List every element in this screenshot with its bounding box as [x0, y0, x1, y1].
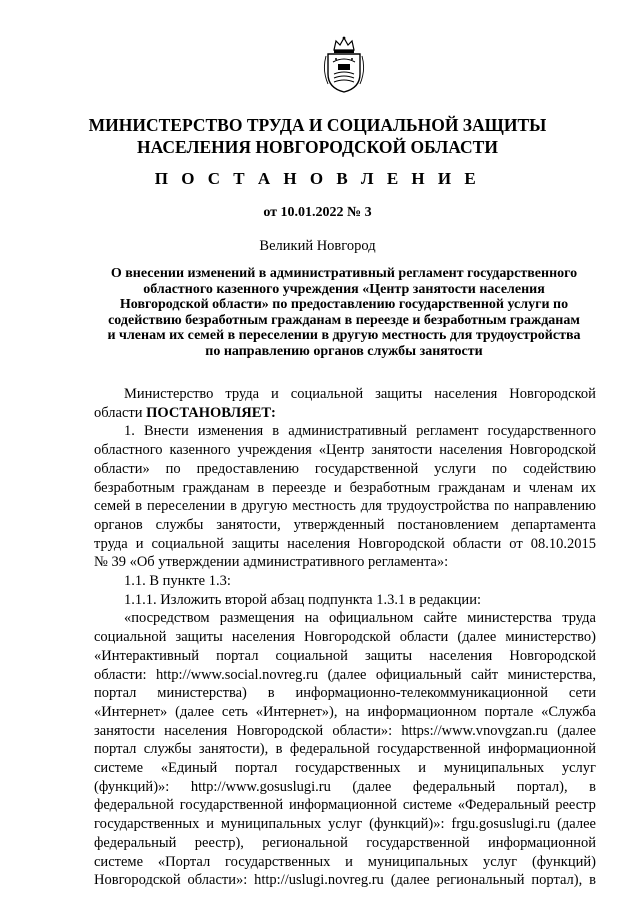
word: защиты	[364, 647, 413, 664]
word: населения	[164, 722, 228, 739]
word: (далее	[390, 872, 430, 889]
word: (функций)»:	[94, 778, 170, 795]
word: социальной	[290, 386, 364, 402]
body-line	[94, 703, 596, 722]
word: «Служба	[541, 703, 596, 720]
body-line	[94, 740, 596, 759]
resolves-keyword: ПОСТАНОВЛЯЕТ:	[146, 404, 276, 421]
word: государственных	[295, 760, 401, 777]
word: для	[360, 498, 382, 515]
word: местность	[292, 498, 356, 515]
word: Новгородской	[509, 386, 596, 402]
word: услуг	[328, 816, 363, 833]
word: портал	[94, 741, 137, 758]
word: информационной	[487, 834, 596, 851]
word: их	[580, 479, 596, 496]
word: http://uslugi.novreg.ru	[254, 872, 384, 889]
word: защиты	[375, 386, 423, 402]
subject-line: по направлению органов службы занятости	[205, 343, 483, 359]
word: и	[345, 853, 353, 870]
body-line	[94, 834, 596, 853]
word: (далее	[557, 816, 596, 833]
word: защиты	[231, 535, 280, 552]
word: по	[165, 460, 181, 477]
word: в	[230, 498, 237, 515]
word: членам	[528, 479, 574, 496]
subject-line: Новгородской области» по предоставлению государственной услуги по	[119, 297, 569, 312]
word: регламент	[416, 423, 479, 440]
body-line	[94, 722, 596, 741]
word: государственной	[377, 741, 481, 758]
word: и	[135, 535, 144, 552]
word: услуг	[482, 853, 518, 870]
body-line: 1.1. В пункте 1.3:	[124, 573, 231, 590]
word: Новгородской	[236, 722, 324, 739]
word: «Портал	[157, 853, 211, 870]
word: по	[493, 498, 509, 515]
word: в	[267, 685, 275, 702]
word: на	[345, 703, 360, 720]
word: портале	[484, 703, 534, 720]
word: и	[271, 386, 279, 402]
word: frgu.gosuslugi.ru	[451, 816, 551, 833]
word: государственной	[314, 460, 419, 477]
word: информационной	[487, 741, 596, 758]
decree-date-number: от 10.01.2022 № 3	[263, 205, 372, 220]
word: официальный	[375, 666, 462, 683]
word: информационно-телекоммуникационной	[295, 685, 548, 702]
word: населения	[439, 442, 503, 459]
word: «Интернет»	[94, 703, 168, 720]
word: федеральный	[412, 778, 496, 795]
word: утвержденный	[293, 516, 385, 533]
word: труда	[94, 535, 128, 552]
word: размещения	[219, 610, 295, 627]
body-line	[94, 516, 596, 535]
word: муниципальных	[443, 760, 545, 777]
word: «Федеральный	[457, 797, 550, 814]
word: и	[206, 816, 214, 833]
word: области	[399, 629, 449, 646]
word: (далее	[327, 666, 367, 683]
word: в	[275, 741, 283, 758]
word: населения	[429, 647, 493, 664]
word: занятости,	[216, 516, 281, 533]
word: занятости	[371, 442, 433, 459]
word: 1.	[124, 423, 135, 440]
body-line	[94, 684, 596, 703]
word: в	[272, 423, 280, 440]
word: на	[304, 610, 319, 627]
word: социальной	[94, 629, 167, 646]
word: «Центр	[318, 442, 365, 459]
word: портал),	[531, 872, 583, 889]
word: защиты	[175, 629, 223, 646]
ministry-name-line: МИНИСТЕРСТВО ТРУДА И СОЦИАЛЬНОЙ ЗАЩИТЫ	[88, 115, 547, 135]
word: населения	[434, 386, 498, 402]
word: департамента	[511, 516, 596, 533]
word: направлению	[513, 498, 596, 515]
word: социальной	[275, 647, 348, 664]
word: переезде	[272, 479, 326, 496]
word: (далее	[457, 629, 497, 646]
word: и	[513, 479, 521, 496]
body-line	[94, 666, 596, 685]
word: услуг	[561, 760, 596, 777]
word: (далее	[175, 703, 215, 720]
word: сеть	[221, 703, 248, 720]
body-line	[94, 759, 596, 778]
body-line	[94, 497, 596, 516]
body-line	[94, 778, 596, 797]
body-line	[94, 460, 596, 479]
subject-line: и членам их семей в переселении в другую местность для трудоустройства	[107, 328, 581, 343]
word: системе	[94, 760, 144, 777]
word: постановлением	[397, 516, 499, 533]
word: органов	[94, 516, 143, 533]
word: государственной	[366, 834, 470, 851]
subject-line: содействию безработным гражданам в переезде и безработным гражданам	[108, 312, 580, 328]
word: федеральной	[94, 797, 174, 814]
word: http://www.gosuslugi.ru	[190, 778, 331, 795]
word: информационной	[288, 797, 397, 814]
body-line	[94, 385, 596, 404]
word: гражданам	[182, 479, 250, 496]
ministry-name-line: НАСЕЛЕНИЯ НОВГОРОДСКОЙ ОБЛАСТИ	[137, 137, 498, 157]
word: труда	[225, 386, 260, 402]
word: трудоустройства	[386, 498, 490, 515]
word: в	[257, 479, 265, 496]
body-line	[94, 628, 596, 647]
word: областного	[94, 442, 163, 459]
body-line	[94, 441, 596, 460]
word: труда	[562, 610, 596, 627]
word: в	[135, 498, 143, 515]
word: сети	[568, 685, 596, 702]
decree-body	[94, 385, 596, 890]
word: (далее	[352, 778, 392, 795]
intro-prefix: области	[94, 404, 147, 421]
body-line	[94, 871, 596, 890]
word: сайт	[470, 666, 499, 683]
word: в	[589, 872, 596, 889]
word: министерство)	[505, 629, 596, 646]
word: изменения	[197, 423, 264, 440]
word: (далее	[557, 722, 596, 739]
word: http://www.social.novreg.ru	[155, 666, 319, 683]
word: Новгородской	[94, 872, 181, 889]
ministry-name	[40, 114, 595, 158]
word: административный	[288, 423, 408, 440]
body-line: 1.1.1. Изложить второй абзац подпункта 1.3.1 в редакции:	[124, 591, 481, 608]
word: портал	[94, 685, 137, 702]
body-line	[94, 422, 596, 441]
city-name: Великий Новгород	[259, 238, 376, 254]
subject-line: областного казенного учреждения «Центр занятости населения	[143, 281, 545, 297]
word: 08.10.2015	[530, 535, 596, 552]
body-line: № 39 «Об утверждении административного регламента»:	[94, 554, 449, 571]
word: службы	[143, 741, 192, 758]
word: другую	[241, 498, 288, 515]
word: реестр	[555, 797, 596, 814]
word: муниципальных	[220, 816, 322, 833]
word: государственных	[94, 816, 200, 833]
word: региональный	[436, 872, 525, 889]
word: социальной	[151, 535, 224, 552]
word: безработным	[349, 479, 431, 496]
word: предоставлению	[196, 460, 299, 477]
word: гражданам	[438, 479, 506, 496]
word: Министерство	[124, 386, 214, 402]
word: Новгородской	[509, 647, 596, 664]
word: области»:	[332, 722, 393, 739]
word: от	[509, 535, 523, 552]
word: Внести	[144, 423, 189, 440]
word: Новгородской	[509, 442, 596, 459]
word: системе	[402, 797, 452, 814]
subject-line: О внесении изменений в административный регламент государственного	[110, 266, 578, 281]
word: населения	[231, 629, 295, 646]
word: переселении	[146, 498, 226, 515]
decree-subject	[94, 266, 594, 359]
word: в	[589, 778, 596, 795]
word: https://www.vnovgzan.ru	[401, 722, 548, 739]
word: (функций)	[531, 853, 596, 870]
word: области	[452, 535, 502, 552]
body-line	[94, 404, 596, 423]
word: содействию	[522, 460, 596, 477]
word: региональной	[262, 834, 348, 851]
word: государственного	[487, 423, 596, 440]
word: государственных	[225, 853, 331, 870]
word: федеральный	[94, 834, 177, 851]
word: Новгородской	[358, 535, 445, 552]
word: занятости	[94, 722, 155, 739]
word: «Единый	[160, 760, 218, 777]
word: государственной	[179, 797, 284, 814]
word: министерства,	[507, 666, 596, 683]
word: системе	[94, 853, 144, 870]
word: занятости),	[198, 741, 269, 758]
body-line	[94, 647, 596, 666]
word: безработным	[94, 479, 175, 496]
body-line	[94, 853, 596, 872]
word: министерства)	[157, 685, 247, 702]
coat-of-arms-emblem	[322, 36, 366, 94]
word: населения	[287, 535, 351, 552]
word: муниципальных	[367, 853, 469, 870]
word: области:	[94, 666, 147, 683]
word: сайте	[423, 610, 458, 627]
word: и	[418, 760, 426, 777]
word: портал	[235, 760, 278, 777]
body-line	[94, 815, 596, 834]
word: казенного	[169, 442, 231, 459]
word: по	[491, 460, 507, 477]
word: (функций)»:	[369, 816, 445, 833]
word: «Интерактивный	[94, 647, 199, 664]
word: Новгородской	[304, 629, 391, 646]
body-line	[94, 609, 596, 628]
body-line	[94, 796, 596, 815]
decree-title: П О С Т А Н О В Л Е Н И Е	[154, 169, 481, 188]
word: реестр),	[194, 834, 244, 851]
word: области»:	[187, 872, 248, 889]
word: «посредством	[124, 610, 210, 627]
word: семей	[94, 498, 131, 515]
word: и	[333, 479, 342, 496]
word: федеральной	[289, 741, 370, 758]
word: службы	[155, 516, 204, 533]
word: информационном	[367, 703, 477, 720]
body-line	[94, 479, 596, 498]
word: учреждения	[237, 442, 312, 459]
word: услуги	[434, 460, 477, 477]
word: портал	[216, 647, 259, 664]
word: министерства	[467, 610, 552, 627]
word: «Интернет»),	[255, 703, 338, 720]
word: области»	[94, 460, 150, 477]
word: официальном	[329, 610, 414, 627]
word: портал),	[516, 778, 568, 795]
body-line	[94, 535, 596, 554]
